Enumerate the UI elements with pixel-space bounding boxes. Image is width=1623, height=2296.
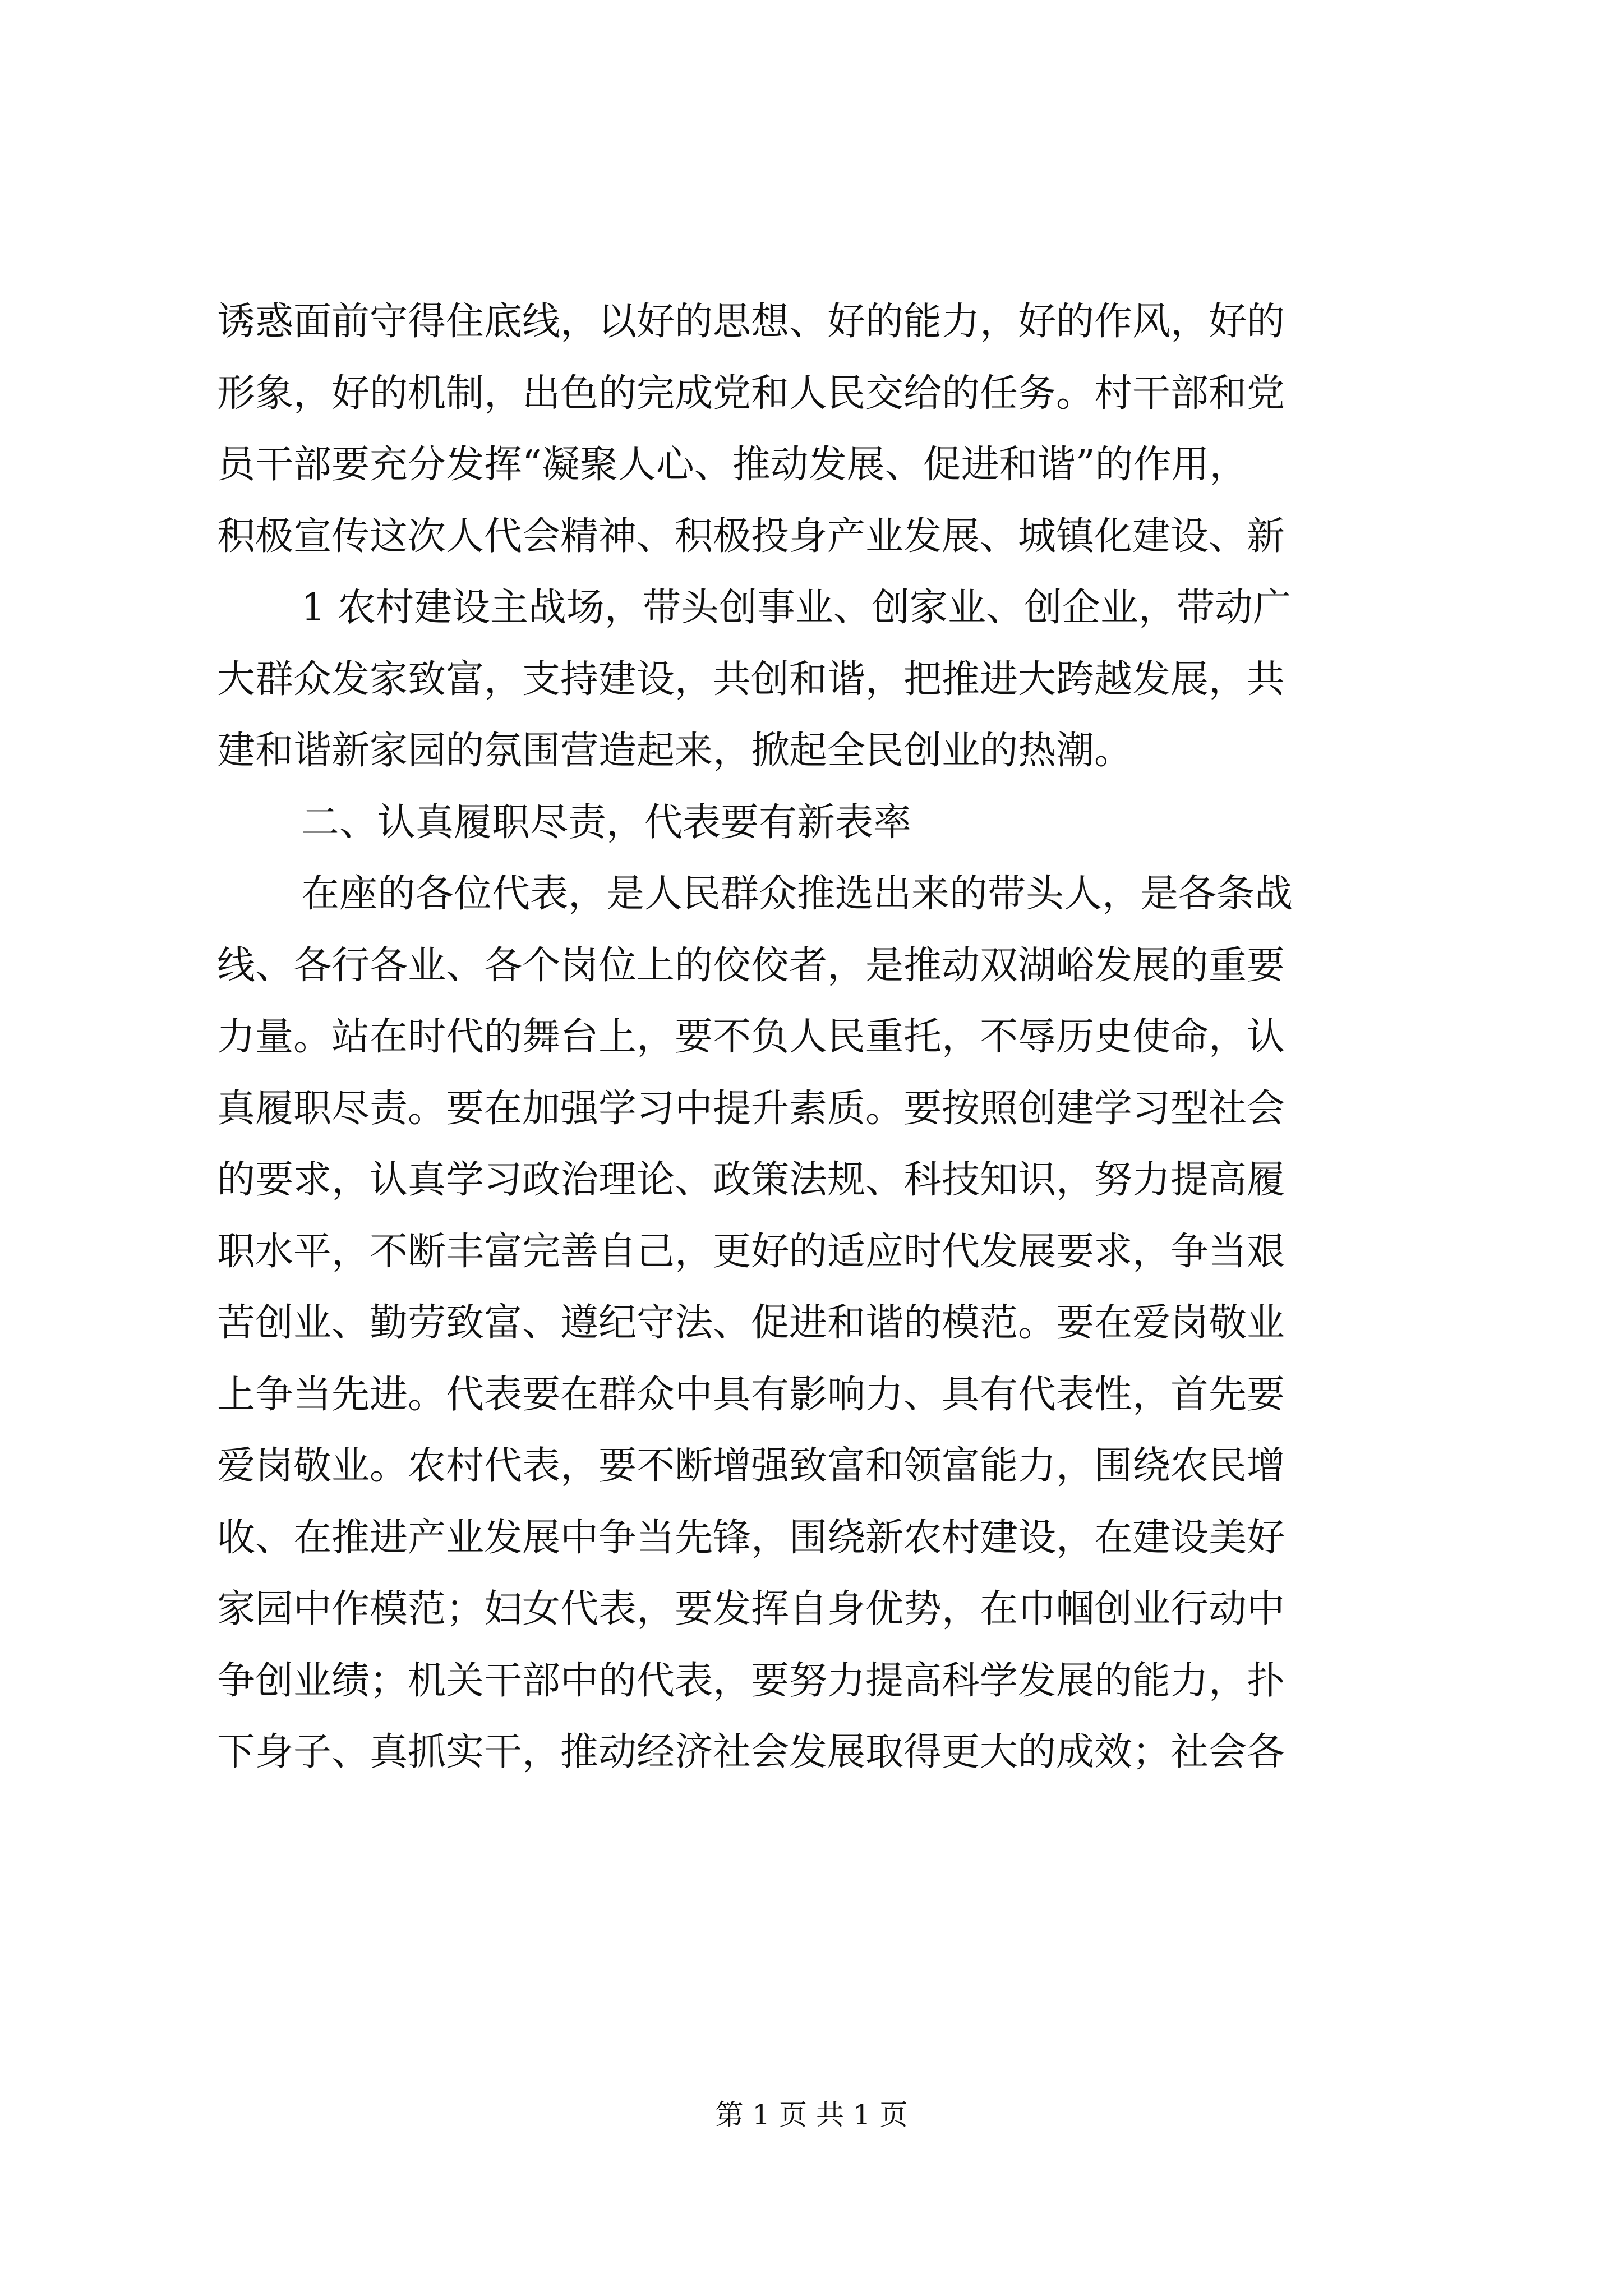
text-line: 苦创业、勤劳致富、遵纪守法、促进和谐的模范。要在爱岗敬业 <box>217 1301 1285 1345</box>
text-line: 在座的各位代表，是人民群众推选出来的带头人，是各条战 <box>301 872 1293 916</box>
text-line: 的要求，认真学习政治理论、政策法规、科技知识，努力提高履 <box>217 1158 1285 1202</box>
text-line: 二、认真履职尽责，代表要有新表率 <box>301 800 912 845</box>
text-line: 诱惑面前守得住底线，以好的思想、好的能力，好的作风，好的 <box>217 300 1285 344</box>
text-line: 争创业绩；机关干部中的代表，要努力提高科学发展的能力，扑 <box>217 1658 1285 1703</box>
text-line: 1 农村建设主战场，带头创事业、创家业、创企业，带动广 <box>301 586 1291 630</box>
text-line: 形象，好的机制，出色的完成党和人民交给的任务。村干部和党 <box>217 371 1285 416</box>
text-line: 收、在推进产业发展中争当先锋，围绕新农村建设，在建设美好 <box>217 1515 1285 1560</box>
text-line: 积极宣传这次人代会精神、积极投身产业发展、城镇化建设、新 <box>217 514 1285 559</box>
text-line: 家园中作模范；妇女代表，要发挥自身优势，在巾帼创业行动中 <box>217 1587 1285 1631</box>
page-footer: 第 1 页 共 1 页 <box>715 2099 908 2131</box>
text-line: 爱岗敬业。农村代表，要不断增强致富和领富能力，围绕农民增 <box>217 1444 1285 1488</box>
text-line: 线、各行各业、各个岗位上的佼佼者，是推动双湖峪发展的重要 <box>217 943 1285 988</box>
text-line: 职水平，不断丰富完善自己，更好的适应时代发展要求，争当艰 <box>217 1229 1285 1274</box>
text-line: 力量。站在时代的舞台上，要不负人民重托，不辱历史使命，认 <box>217 1015 1285 1059</box>
text-line: 建和谐新家园的氛围营造起来，掀起全民创业的热潮。 <box>217 729 1133 773</box>
text-line: 下身子、真抓实干，推动经济社会发展取得更大的成效；社会各 <box>217 1730 1285 1774</box>
text-line: 真履职尽责。要在加强学习中提升素质。要按照创建学习型社会 <box>217 1086 1285 1131</box>
document-body <box>217 286 1462 1788</box>
text-line: 上争当先进。代表要在群众中具有影响力、具有代表性，首先要 <box>217 1372 1285 1417</box>
text-line: 大群众发家致富，支持建设，共创和谐，把推进大跨越发展，共 <box>217 657 1285 702</box>
text-line: 员干部要充分发挥“凝聚人心、推动发展、促进和谐”的作用， <box>217 443 1248 487</box>
